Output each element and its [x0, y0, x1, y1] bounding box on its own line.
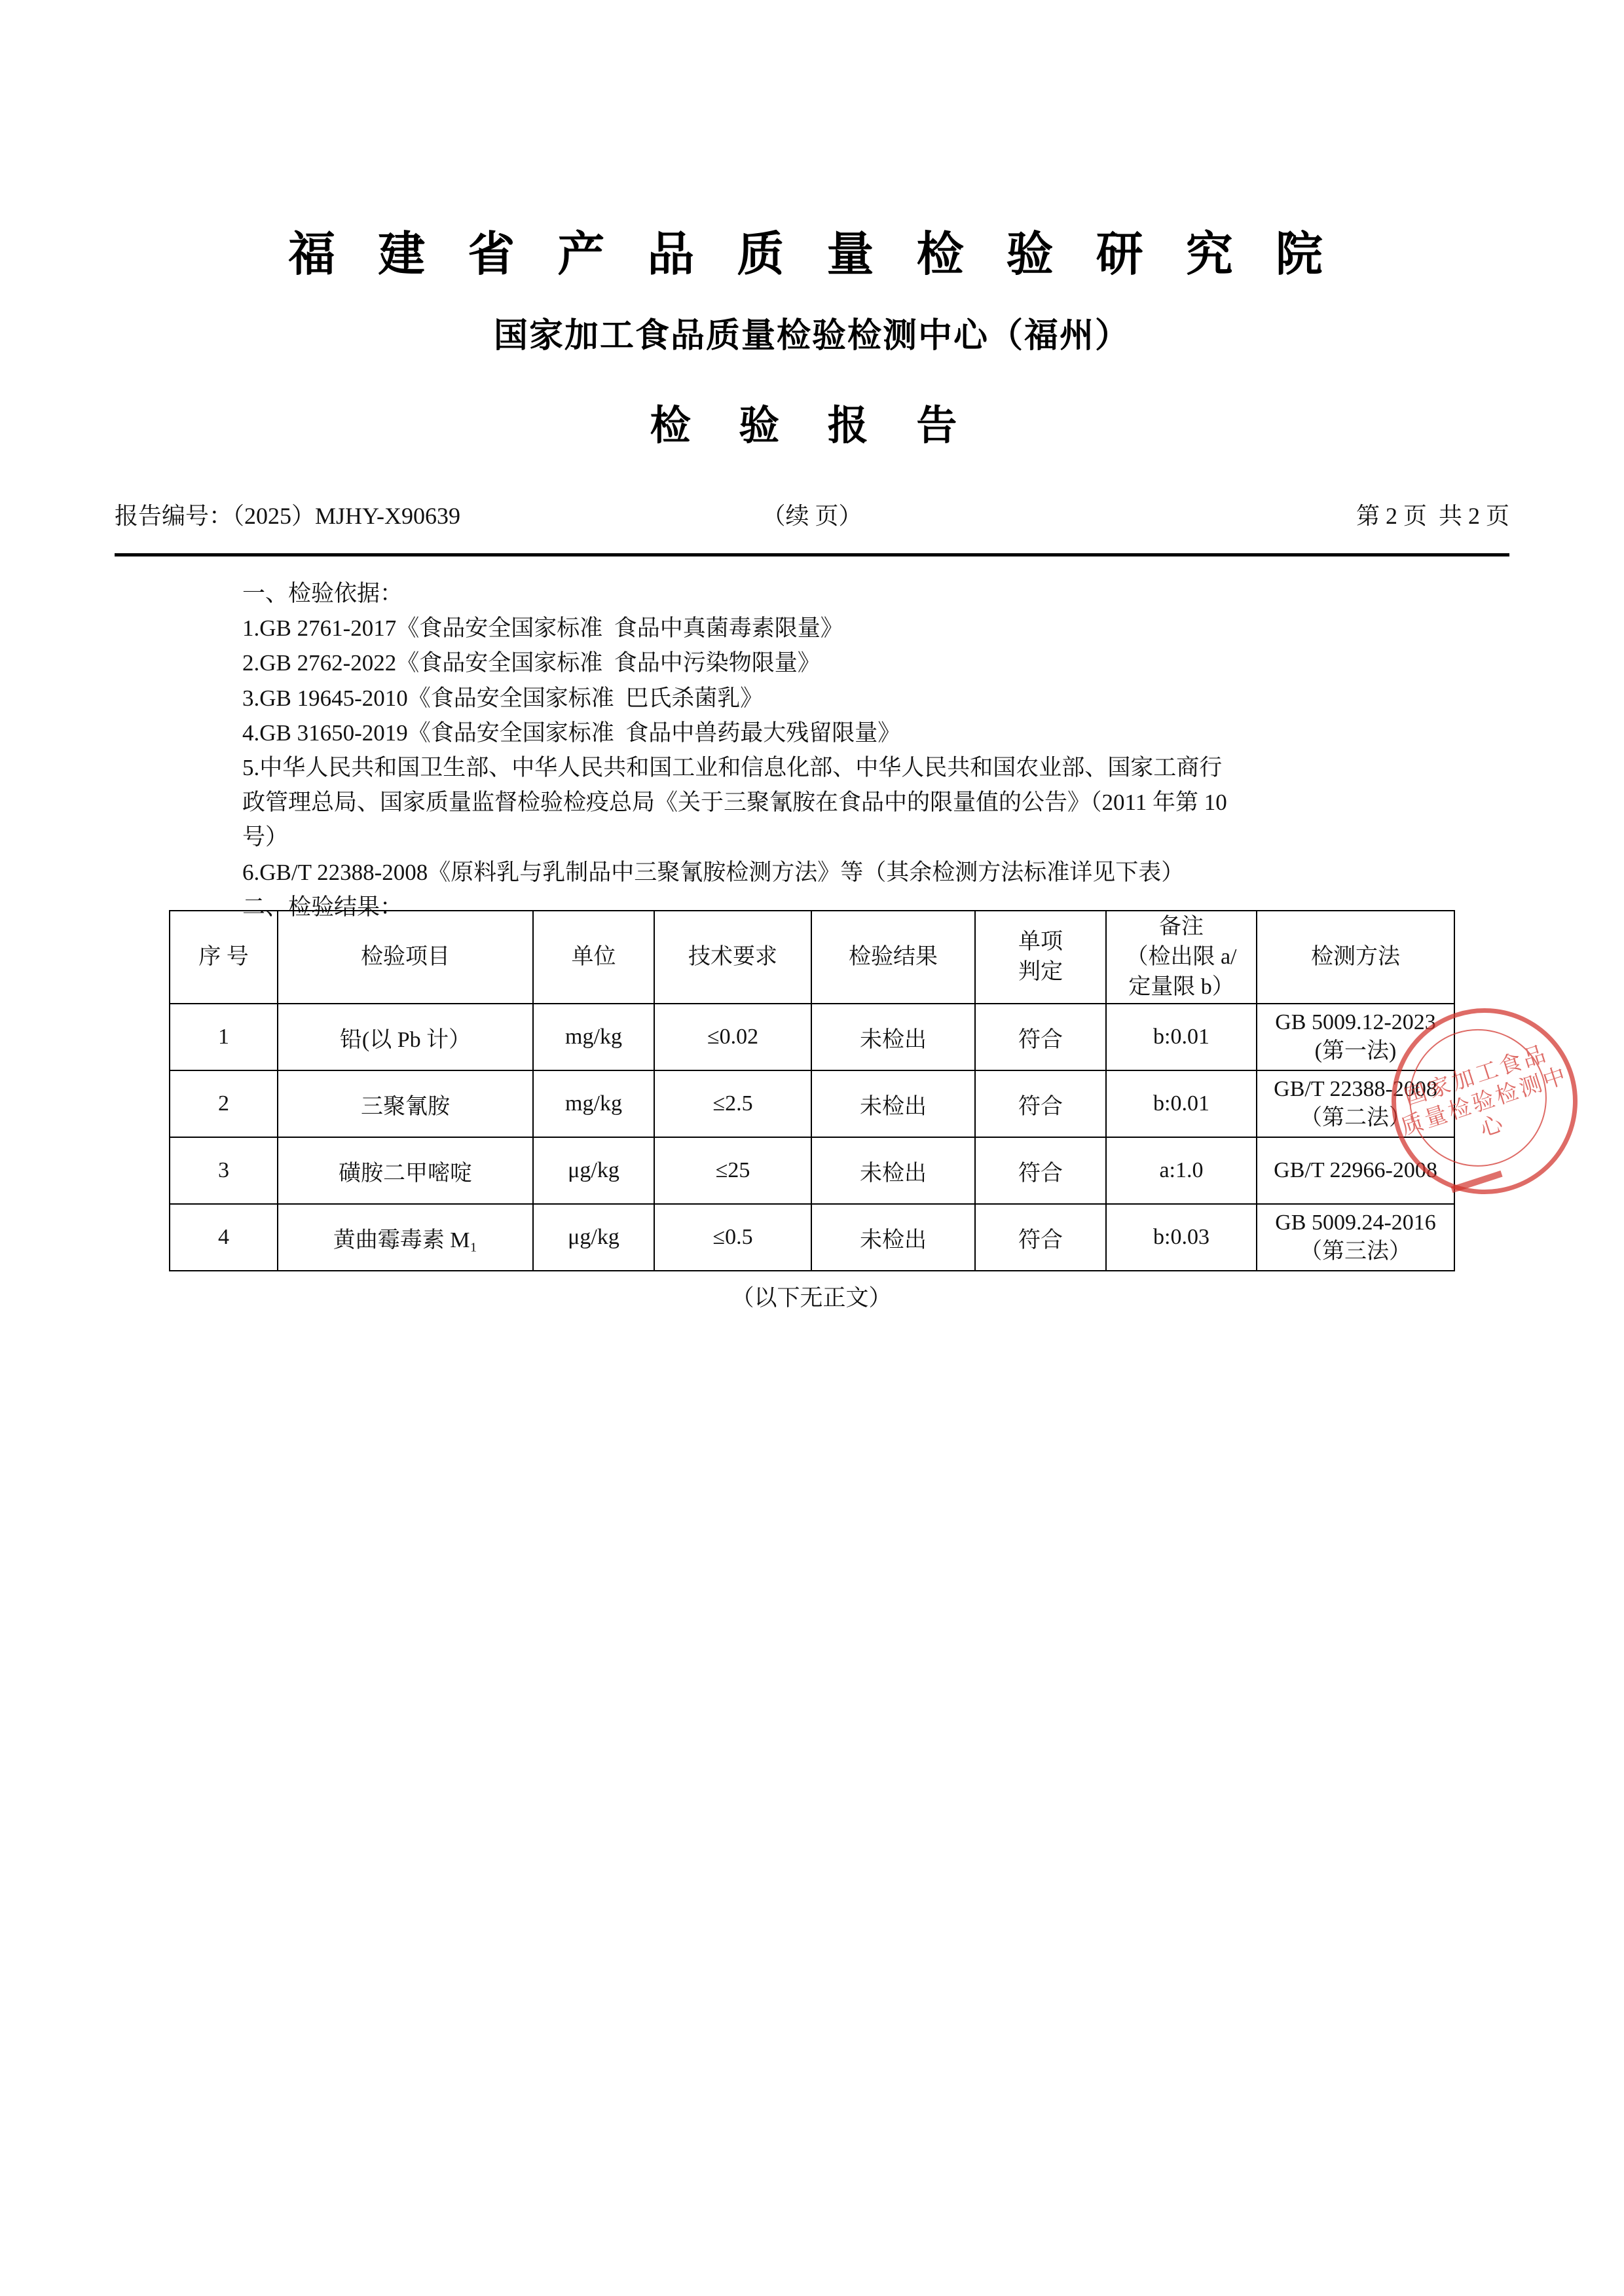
col-header-remark-line2: （检出限 a/	[1126, 945, 1237, 970]
cell-method-line2: （第二法）	[1300, 1106, 1411, 1130]
col-header-verdict-line1: 单项	[1018, 930, 1063, 955]
col-header-unit: 单位	[533, 911, 654, 1004]
basis-line-4: 4.GB 31650-2019《食品安全国家标准 食品中兽药最大残留限量》	[242, 720, 901, 746]
basis-line-2: 2.GB 2762-2022《食品安全国家标准 食品中污染物限量》	[242, 650, 821, 676]
table-row	[170, 1004, 1454, 1070]
table-header-row	[170, 911, 1454, 1004]
basis-line-6: 政管理总局、国家质量监督检验检疫总局《关于三聚氰胺在食品中的限量值的公告》（2011 年第 10	[242, 790, 1227, 816]
cell-method-line1: GB 5009.12-2023	[1275, 1010, 1436, 1034]
cell-method-line2: （第三法）	[1300, 1239, 1411, 1264]
cell-remark: b:0.01	[1106, 1070, 1257, 1137]
cell-requirement: ≤0.02	[654, 1004, 811, 1070]
cell-result: 未检出	[811, 1137, 975, 1204]
cell-method-line2: (第一法)	[1314, 1039, 1397, 1063]
cell-item: 磺胺二甲嘧啶	[278, 1137, 533, 1204]
cell-remark: a:1.0	[1106, 1137, 1257, 1204]
cell-item: 三聚氰胺	[278, 1070, 533, 1137]
basis-line-5: 5.中华人民共和国卫生部、中华人民共和国工业和信息化部、中华人民共和国农业部、国家工商行	[242, 754, 1223, 780]
basis-line-1: 1.GB 2761-2017《食品安全国家标准 食品中真菌毒素限量》	[242, 615, 843, 642]
cell-unit: mg/kg	[533, 1070, 654, 1137]
cell-verdict: 符合	[975, 1070, 1106, 1137]
continued-marker: （续 页）	[762, 503, 862, 529]
cell-no: 2	[170, 1070, 278, 1137]
col-header-verdict	[975, 911, 1106, 1004]
cell-unit: μg/kg	[533, 1137, 654, 1204]
cell-item: 黄曲霉毒素 M₁	[278, 1204, 533, 1271]
col-header-item: 检验项目	[278, 911, 533, 1004]
col-header-remark	[1106, 911, 1257, 1004]
institute-title: 福 建 省 产 品 质 量 检 验 研 究 院	[288, 227, 1336, 282]
table-row	[170, 1137, 1454, 1204]
basis-section	[242, 576, 1486, 924]
col-header-remark-line3: 定量限 b）	[1128, 974, 1234, 999]
report-meta-row	[115, 498, 1509, 529]
cell-result: 未检出	[811, 1004, 975, 1070]
col-header-method: 检测方法	[1257, 911, 1454, 1004]
cell-no: 4	[170, 1204, 278, 1271]
col-header-result: 检验结果	[811, 911, 975, 1004]
cell-no: 1	[170, 1004, 278, 1070]
cell-unit: mg/kg	[533, 1004, 654, 1070]
seal-text: 国家加工食品 质量检验检测中心	[1397, 1040, 1572, 1143]
cell-unit: μg/kg	[533, 1204, 654, 1271]
table-row	[170, 1070, 1454, 1137]
basis-heading: 一、检验依据：	[242, 581, 403, 606]
cell-verdict: 符合	[975, 1204, 1106, 1271]
cell-method-line1: GB 5009.24-2016	[1275, 1210, 1436, 1235]
report-number-value: （2025）MJHY-X90639	[232, 503, 461, 529]
report-title: 检 验 报 告	[650, 401, 974, 449]
cell-requirement: ≤25	[654, 1137, 811, 1204]
col-header-no: 序 号	[170, 911, 278, 1004]
basis-line-8: 6.GB/T 22388-2008《原料乳与乳制品中三聚氰胺检测方法》等（其余检测方法标准详见下表）	[242, 859, 1185, 885]
cell-method-line1: GB/T 22966-2008	[1274, 1157, 1437, 1182]
cell-method-line1: GB/T 22388-2008	[1274, 1076, 1437, 1101]
cell-remark: b:0.01	[1106, 1004, 1257, 1070]
cell-result: 未检出	[811, 1204, 975, 1271]
col-header-remark-line1: 备注	[1159, 915, 1204, 939]
cell-method	[1257, 1204, 1454, 1271]
col-header-requirement: 技术要求	[654, 911, 811, 1004]
cell-result: 未检出	[811, 1070, 975, 1137]
header-divider	[115, 553, 1509, 556]
end-of-text-note: （以下无正文）	[731, 1285, 892, 1311]
cell-verdict: 符合	[975, 1004, 1106, 1070]
cell-remark: b:0.03	[1106, 1204, 1257, 1271]
cell-requirement: ≤0.5	[654, 1204, 811, 1271]
basis-line-3: 3.GB 19645-2010《食品安全国家标准 巴氏杀菌乳》	[242, 685, 764, 711]
cell-requirement: ≤2.5	[654, 1070, 811, 1137]
center-title: 国家加工食品质量检验检测中心（福州）	[493, 316, 1130, 355]
table-row	[170, 1204, 1454, 1271]
report-number-label: 报告编号：	[115, 503, 233, 529]
basis-line-7: 号）	[242, 824, 289, 850]
cell-verdict: 符合	[975, 1137, 1106, 1204]
results-table-wrap	[169, 910, 1454, 1271]
page-info: 第 2 页 共 2 页	[1356, 503, 1509, 529]
cell-item: 铅(以 Pb 计）	[278, 1004, 533, 1070]
cell-no: 3	[170, 1137, 278, 1204]
results-heading: 二、检验结果：	[242, 894, 403, 920]
results-table	[169, 910, 1455, 1271]
col-header-verdict-line2: 判定	[1018, 960, 1063, 984]
